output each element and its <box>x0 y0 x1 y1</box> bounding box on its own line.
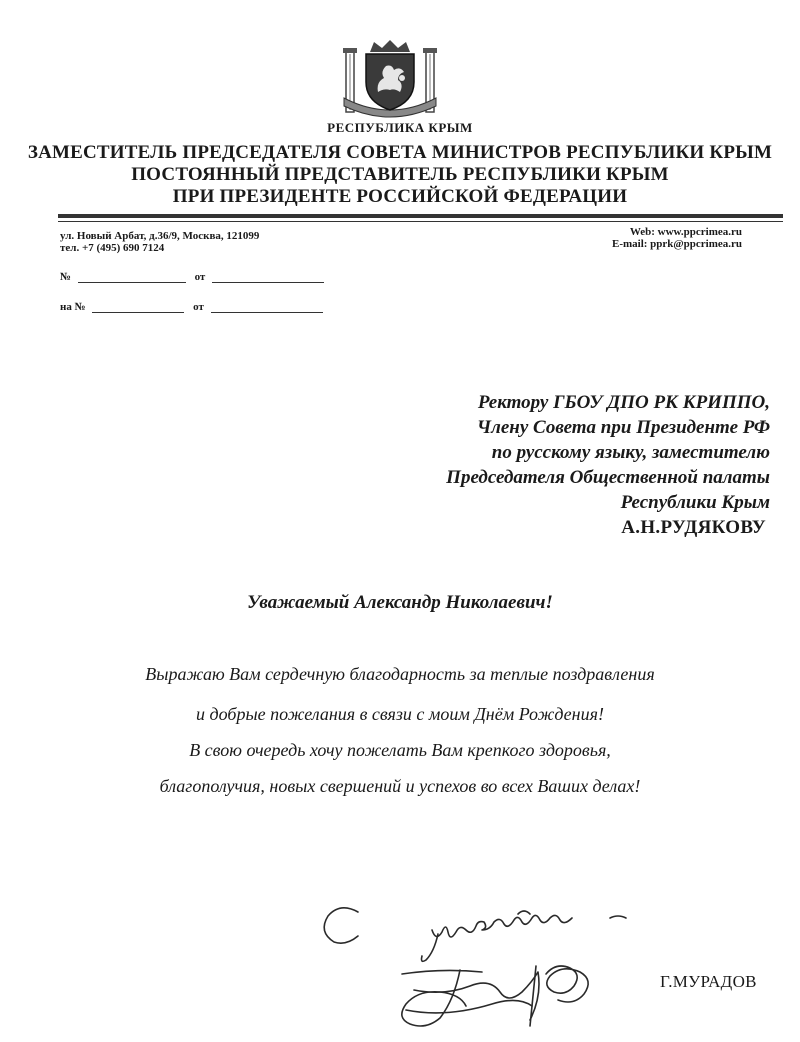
letterhead-title-line-2: ПОСТОЯННЫЙ ПРЕДСТАВИТЕЛЬ РЕСПУБЛИКИ КРЫМ <box>131 164 669 185</box>
body-line: благополучия, новых свершений и успехов во всех Ваших делах! <box>159 776 641 796</box>
email: E-mail: pprk@ppcrimea.ru <box>611 238 742 250</box>
registration-number-row <box>60 270 324 283</box>
letterhead-title-line-3: ПРИ ПРЕЗИДЕНТЕ РОССИЙСКОЙ ФЕДЕРАЦИИ <box>172 186 628 207</box>
addressee-line: по русскому языку, заместителю <box>491 442 770 463</box>
website: Web: www.ppcrimea.ru <box>629 226 742 238</box>
reg-number-blank <box>78 270 186 283</box>
reg-number-label: № <box>60 271 72 283</box>
republic-name: РЕСПУБЛИКА КРЫМ <box>327 120 473 135</box>
body-line: и добрые пожелания в связи с моим Днём Рождения! <box>196 704 604 724</box>
body-line: Выражаю Вам сердечную благодарность за теплые поздравления <box>145 664 655 684</box>
addressee-line: Члену Совета при Президенте РФ <box>476 417 770 438</box>
addressee-block <box>290 390 770 540</box>
signer-name: Г.МУРАДОВ <box>660 972 757 991</box>
reg-date-blank <box>212 270 324 283</box>
reference-number-row <box>60 300 323 313</box>
reg-date-label: от <box>194 271 206 283</box>
crimea-coat-of-arms-icon <box>340 38 440 118</box>
addressee-line: Республики Крым <box>620 492 770 513</box>
addressee-line: Председателя Общественной палаты <box>446 467 770 488</box>
greeting: Уважаемый Александр Николаевич! <box>247 592 553 613</box>
ref-number-blank <box>92 300 184 313</box>
handwritten-signature <box>310 890 690 1035</box>
letterhead-divider <box>58 214 783 222</box>
phone-line: тел. +7 (495) 690 7124 <box>60 242 165 254</box>
addressee-line: Ректору ГБОУ ДПО РК КРИППО, <box>477 392 770 413</box>
ref-number-label: на № <box>60 301 86 313</box>
ref-date-blank <box>211 300 323 313</box>
body-line: В свою очередь хочу пожелать Вам крепкого здоровья, <box>189 740 611 760</box>
address-line: ул. Новый Арбат, д.36/9, Москва, 121099 <box>60 230 260 242</box>
ref-date-label: от <box>193 301 204 313</box>
letterhead-title-line-1: ЗАМЕСТИТЕЛЬ ПРЕДСЕДАТЕЛЯ СОВЕТА МИНИСТРОВ РЕСПУБЛИКИ КРЫМ <box>27 142 773 163</box>
addressee-name: А.Н.РУДЯКОВУ <box>621 517 766 538</box>
